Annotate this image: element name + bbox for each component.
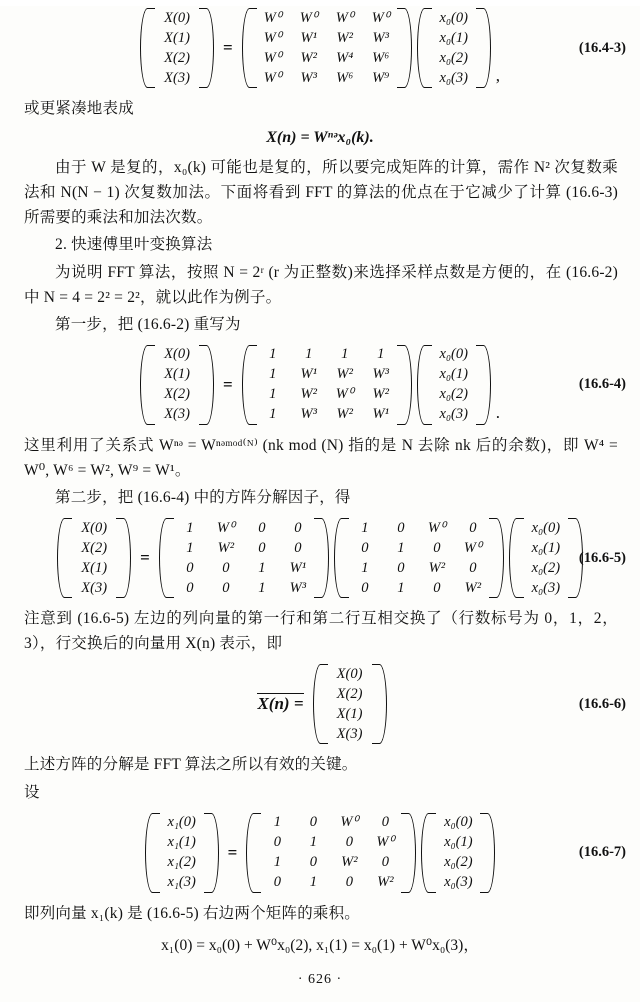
matrix-cell: W² [341, 854, 358, 871]
paren-right-icon [205, 343, 214, 427]
matrix-cell: 1 [258, 559, 266, 576]
paren-left-icon [140, 6, 149, 90]
matrix-cell: x₀(1) [439, 29, 468, 46]
matrix-row [259, 833, 403, 853]
paren-right-icon [378, 662, 387, 746]
matrix-row [326, 684, 374, 704]
matrix-cell: 1 [269, 406, 277, 423]
matrix-cell: W¹ [289, 559, 307, 576]
matrix-row [153, 385, 201, 405]
matrix-row [153, 405, 201, 425]
matrix-cell: 1 [273, 814, 281, 831]
matrix-cell: 0 [469, 519, 477, 536]
paren-right-icon [486, 811, 495, 895]
matrix-row [430, 68, 478, 88]
matrix-cell: x₀(0) [531, 519, 561, 536]
matrix-cell: 0 [309, 814, 317, 831]
matrix-cell: 1 [186, 519, 194, 536]
matrix-row [430, 28, 478, 48]
matrix-row [172, 578, 316, 598]
matrix-row [153, 365, 201, 385]
equation-16-6-7 [0, 811, 640, 895]
matrix-cell: x₁(3) [167, 874, 196, 891]
matrix-cell: x₀(3) [439, 69, 468, 86]
matrix-rhs [421, 811, 495, 895]
paren-right-icon [320, 516, 329, 600]
matrix-row [430, 385, 478, 405]
matrix-cell: x₀(2) [439, 386, 468, 403]
paragraph-sample-points: 为说明 FFT 算法，按照 N = 2ʳ (r 为正整数)来选择采样点数是方便的，在 (16.6-2) 中 N = 4 = 2² = 2²，就以此作为例子。 [24, 263, 618, 306]
matrix-cell: 0 [433, 579, 441, 596]
paren-left-icon [246, 811, 255, 895]
matrix-row [434, 813, 482, 833]
equation-16-4-3 [0, 6, 640, 90]
matrix-cell: W⁶ [336, 69, 354, 86]
matrix-cell: W⁰ [427, 519, 446, 536]
matrix-cell: x₀(1) [444, 834, 473, 851]
text-line-compact-form: 或更紧凑地表成 [24, 100, 134, 117]
equals-sign: = [223, 374, 233, 394]
matrix-cell: 0 [469, 559, 477, 576]
matrix-row [255, 48, 399, 68]
paragraph-modulo-relation: 这里利用了关系式 Wⁿᵊ = Wⁿᵊᵐᵒᵈ⁽ᴺ⁾ (nk mod (N) 指的是 N 去除 nk 后的余数)，即 W⁴ = W⁰, W⁶ = W², W⁹ = W¹。 [24, 436, 618, 479]
matrix-rhs [509, 516, 583, 600]
matrix-cell: 0 [186, 579, 194, 596]
matrix-row [259, 853, 403, 873]
matrix-cell: W⁰ [263, 9, 282, 26]
matrix-cell: x₁(1) [167, 834, 196, 851]
paragraph-row-swap: 注意到 (16.6-5) 左边的列向量的第一行和第二行互相交换了（行数标号为 0，1，2，3），行交换后的向量用 X(n) 表示，即 [24, 610, 618, 653]
matrix-cell: 0 [294, 539, 302, 556]
paren-left-icon [417, 343, 426, 427]
matrix-row [434, 853, 482, 873]
matrix-cell: 0 [361, 539, 369, 556]
matrix-lhs [145, 811, 219, 895]
matrix-row [522, 518, 570, 538]
matrix-cell: 0 [273, 834, 281, 851]
matrix-cell: 0 [294, 519, 302, 536]
matrix-cell: W⁰ [216, 519, 235, 536]
paragraph-step-two: 第二步，把 (16.6-4) 中的方阵分解因子，得 [55, 489, 351, 507]
matrix-mid [242, 343, 412, 427]
matrix-row [153, 28, 201, 48]
matrix-cell: x₀(0) [439, 346, 468, 363]
label-x-bar: X(n) = [257, 694, 304, 714]
paren-left-icon [242, 343, 251, 427]
matrix-cell: 0 [186, 559, 194, 576]
matrix-cell: W⁰ [463, 539, 482, 556]
final-display-formula: x₁(0) = x₀(0) + W⁰x₀(2), x₁(1) = x₀(1) + W⁰x₀(3)， [161, 936, 479, 954]
matrix-cell: 0 [309, 854, 317, 871]
paren-left-icon [334, 516, 343, 600]
equals-sign: = [223, 38, 233, 57]
equals-sign: = [140, 548, 150, 568]
matrix-mid [242, 6, 412, 90]
matrix-cell: X(0) [164, 9, 190, 26]
paren-right-icon [210, 811, 219, 895]
paren-left-icon [57, 516, 66, 600]
matrix-rhs [417, 6, 491, 90]
matrix-row [255, 68, 399, 88]
matrix-cell: W³ [372, 366, 389, 383]
paren-left-icon [242, 6, 251, 90]
page-number: · 626 · [297, 972, 343, 987]
matrix-cell: X(1) [164, 366, 190, 383]
matrix-cell: x₀(3) [444, 874, 473, 891]
matrix-cell: X(0) [164, 346, 190, 363]
matrix-cell: W² [300, 386, 317, 403]
equals-sign: = [227, 842, 238, 862]
trailing-punctuation: , [495, 66, 500, 85]
matrix-row [326, 664, 374, 684]
matrix-cell: 0 [397, 559, 405, 576]
matrix-cell: X(0) [336, 665, 363, 682]
matrix-cell: W⁰ [371, 9, 390, 26]
matrix-row [347, 578, 491, 598]
matrix-cell: 1 [186, 539, 194, 556]
matrix-cell: 1 [269, 346, 277, 363]
matrix-lhs [140, 6, 214, 90]
matrix-cell: W⁶ [372, 49, 390, 66]
matrix-row [259, 873, 403, 893]
matrix-row [434, 873, 482, 893]
matrix-cell: x₀(2) [444, 854, 473, 871]
document-page [0, 6, 640, 1002]
matrix-cell: 0 [361, 579, 369, 596]
matrix-row [70, 518, 118, 538]
matrix-cell: X(2) [81, 539, 108, 556]
matrix-cell: 1 [309, 834, 317, 851]
matrix-lhs [140, 343, 214, 427]
equation-16-6-5 [0, 516, 640, 600]
matrix-row [172, 538, 316, 558]
matrix-cell: 1 [269, 386, 277, 403]
matrix-cell: W⁹ [372, 69, 390, 86]
paren-left-icon [509, 516, 518, 600]
matrix-row [255, 385, 399, 405]
paragraph-step-one: 第一步，把 (16.6-2) 重写为 [55, 315, 241, 333]
matrix-mid [246, 811, 416, 895]
matrix-cell: x₀(1) [531, 539, 561, 556]
matrix-cell: W² [464, 579, 482, 596]
matrix-row [153, 48, 201, 68]
paren-left-icon [313, 662, 322, 746]
paren-left-icon [417, 6, 426, 90]
matrix-row [153, 345, 201, 365]
matrix-factor-2 [334, 516, 504, 600]
matrix-cell: 1 [309, 874, 317, 891]
matrix-row [153, 68, 201, 88]
matrix-cell: 1 [269, 366, 277, 383]
matrix-row [153, 8, 201, 28]
matrix-cell: X(0) [81, 519, 108, 536]
matrix-row [158, 813, 206, 833]
matrix-cell: W³ [300, 406, 317, 423]
matrix-row [347, 558, 491, 578]
matrix-factor-1 [159, 516, 329, 600]
matrix-row [347, 518, 491, 538]
matrix-row [522, 538, 570, 558]
matrix-cell: x₁(0) [167, 814, 196, 831]
matrix-cell: W⁰ [340, 814, 359, 831]
matrix-row [70, 578, 118, 598]
matrix-cell: 1 [397, 579, 405, 596]
matrix-cell: W² [428, 559, 446, 576]
matrix-row [70, 558, 118, 578]
matrix-row [255, 405, 399, 425]
matrix-row [255, 8, 399, 28]
paren-right-icon [403, 343, 412, 427]
matrix-row [522, 578, 570, 598]
paren-right-icon [482, 6, 491, 90]
matrix-row [70, 538, 118, 558]
paren-left-icon [140, 343, 149, 427]
equation-tag-16-6-6: (16.6-6) [578, 695, 626, 712]
matrix-cell: W⁴ [336, 49, 354, 66]
paragraph-let: 设 [24, 783, 40, 801]
matrix-row [158, 853, 206, 873]
matrix-row [326, 724, 374, 744]
matrix-row [430, 405, 478, 425]
matrix-cell: W² [336, 366, 353, 383]
matrix-cell: 0 [222, 559, 230, 576]
matrix-cell: X(1) [81, 559, 108, 576]
matrix-cell: X(2) [164, 49, 190, 66]
matrix-row [326, 704, 374, 724]
matrix-cell: 1 [341, 346, 349, 363]
equation-tag-16-4-3: (16.4-3) [578, 39, 626, 56]
matrix-cell: 0 [381, 854, 389, 871]
matrix-cell: 0 [222, 579, 230, 596]
matrix-cell: W⁰ [263, 69, 282, 86]
matrix-cell: X(3) [164, 406, 190, 423]
paren-right-icon [407, 811, 416, 895]
matrix-cell: W⁰ [299, 9, 318, 26]
matrix-cell: x₀(2) [531, 559, 561, 576]
matrix-cell: 0 [345, 834, 353, 851]
paragraph-column-vector-product: 即列向量 x₁(k) 是 (16.6-5) 右边两个矩阵的乘积。 [24, 904, 360, 922]
matrix-row [255, 28, 399, 48]
matrix-cell: 1 [258, 579, 266, 596]
matrix-cell: W⁰ [376, 834, 395, 851]
matrix-cell: W⁰ [263, 29, 282, 46]
matrix-cell: X(2) [336, 685, 363, 702]
matrix-row [172, 518, 316, 538]
matrix-row [255, 345, 399, 365]
matrix-cell: X(3) [164, 69, 190, 86]
matrix-row [522, 558, 570, 578]
paren-right-icon [122, 516, 131, 600]
matrix-cell: 1 [377, 346, 385, 363]
matrix-cell: x₀(1) [439, 366, 468, 383]
matrix-lhs [57, 516, 131, 600]
matrix-cell: X(1) [336, 705, 363, 722]
matrix-row [259, 813, 403, 833]
matrix-row [255, 365, 399, 385]
matrix-cell: X(3) [81, 579, 108, 596]
matrix-rhs [417, 343, 491, 427]
matrix-cell: W³ [300, 69, 317, 86]
matrix-cell: W¹ [300, 366, 317, 383]
paren-right-icon [495, 516, 504, 600]
matrix-cell: X(2) [164, 386, 190, 403]
matrix-cell: 0 [433, 539, 441, 556]
display-formula-xn: X(n) = Wⁿᵊx₀(k). [266, 129, 374, 147]
paragraph-complex-multiply: 由于 W 是复的，x₀(k) 可能也是复的，所以要完成矩阵的计算，需作 N² 次复数乘法和 N(N − 1) 次复数加法。下面将看到 FFT 的算法的优点在于它减少了计算 (16.6-3) 所需要的乘法和加法次数。 [24, 159, 618, 227]
matrix-cell: W⁰ [335, 9, 354, 26]
matrix-rhs [313, 662, 387, 746]
matrix-cell: W² [372, 386, 389, 403]
matrix-cell: W³ [289, 579, 307, 596]
matrix-cell: W² [377, 874, 394, 891]
trailing-punctuation: . [495, 402, 500, 422]
matrix-cell: W² [217, 539, 235, 556]
matrix-cell: W¹ [372, 406, 389, 423]
matrix-cell: 1 [361, 519, 369, 536]
matrix-row [430, 8, 478, 28]
matrix-cell: 0 [273, 874, 281, 891]
paren-right-icon [482, 343, 491, 427]
matrix-cell: W⁰ [263, 49, 282, 66]
equation-tag-16-6-4: (16.6-4) [578, 376, 626, 393]
matrix-cell: x₀(3) [531, 579, 561, 596]
equation-16-6-4 [0, 343, 640, 427]
equation-16-6-6 [0, 662, 640, 746]
matrix-row [434, 833, 482, 853]
matrix-cell: 1 [361, 559, 369, 576]
matrix-cell: 0 [258, 539, 266, 556]
matrix-row [430, 48, 478, 68]
matrix-row [158, 833, 206, 853]
matrix-cell: x₀(0) [439, 9, 468, 26]
matrix-cell: x₀(3) [439, 406, 468, 423]
matrix-cell: 1 [305, 346, 313, 363]
equation-tag-16-6-5: (16.6-5) [578, 549, 626, 566]
matrix-cell: x₁(2) [167, 854, 196, 871]
matrix-cell: 0 [258, 519, 266, 536]
matrix-cell: 0 [397, 519, 405, 536]
matrix-row [430, 365, 478, 385]
paren-right-icon [403, 6, 412, 90]
matrix-cell: W¹ [300, 29, 317, 46]
matrix-cell: 0 [345, 874, 353, 891]
paren-left-icon [421, 811, 430, 895]
matrix-cell: 1 [397, 539, 405, 556]
matrix-cell: x₀(0) [444, 814, 473, 831]
paren-left-icon [159, 516, 168, 600]
paren-left-icon [145, 811, 154, 895]
matrix-cell: W² [300, 49, 317, 66]
matrix-cell: W² [336, 406, 353, 423]
matrix-cell: W⁰ [335, 386, 354, 403]
matrix-cell: 1 [273, 854, 281, 871]
matrix-cell: X(3) [336, 725, 363, 742]
matrix-row [430, 345, 478, 365]
matrix-cell: W² [336, 29, 353, 46]
matrix-row [347, 538, 491, 558]
matrix-cell: X(1) [164, 29, 190, 46]
paragraph-factorisation-key: 上述方阵的分解是 FFT 算法之所以有效的关键。 [24, 756, 358, 774]
matrix-row [158, 873, 206, 893]
matrix-cell: W³ [372, 29, 389, 46]
equation-tag-16-6-7: (16.6-7) [578, 844, 626, 861]
heading-fft-algorithm: 2. 快速傅里叶变换算法 [55, 236, 213, 254]
matrix-row [172, 558, 316, 578]
matrix-cell: x₀(2) [439, 49, 468, 66]
matrix-cell: 0 [381, 814, 389, 831]
paren-right-icon [205, 6, 214, 90]
